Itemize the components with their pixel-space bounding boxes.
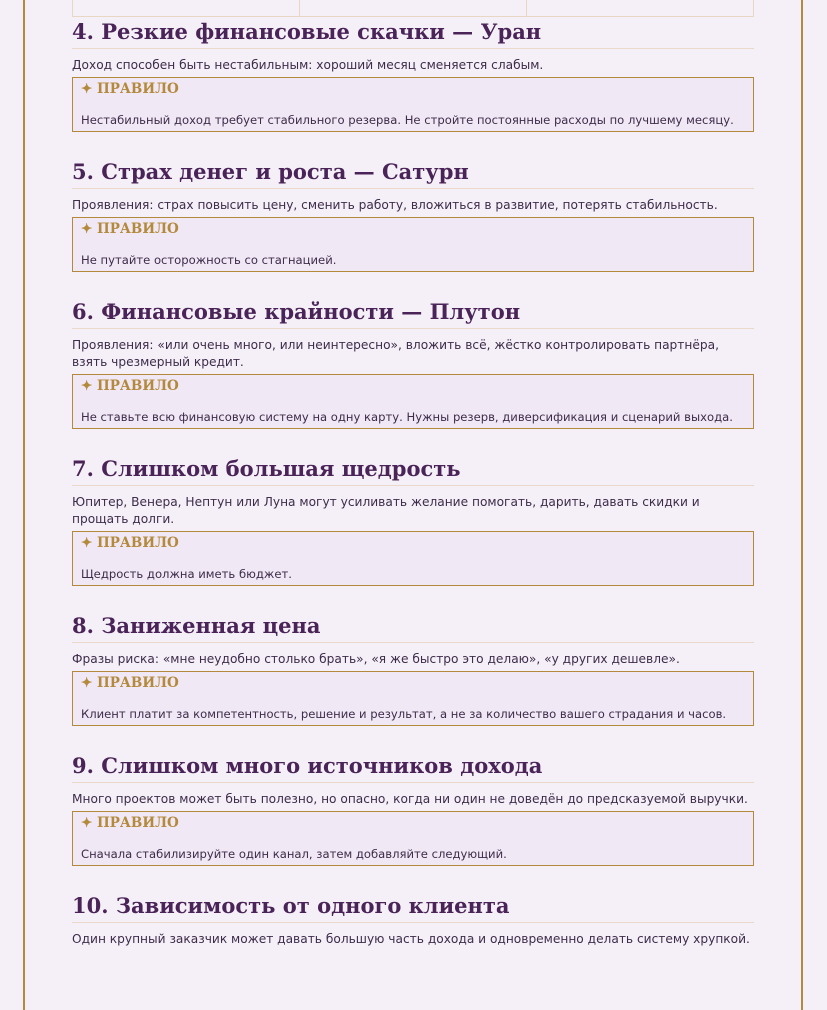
section-title: 6. Финансовые крайности — Плутон bbox=[72, 297, 754, 329]
rule-box bbox=[72, 217, 754, 272]
rule-box bbox=[72, 77, 754, 132]
section-low-price bbox=[72, 611, 754, 726]
section-description: Один крупный заказчик может давать большую часть дохода и одновременно делать систему хрупкой. bbox=[72, 932, 750, 946]
section-title: 5. Страх денег и роста — Сатурн bbox=[72, 157, 754, 189]
table-cell bbox=[300, 0, 527, 16]
table-cell bbox=[527, 0, 753, 16]
rule-text: Не путайте осторожность со стагнацией. bbox=[81, 253, 337, 267]
section-description: Проявления: страх повысить цену, сменить работу, вложиться в развитие, потерять стабильность. bbox=[72, 198, 718, 212]
rule-heading: ✦ ПРАВИЛО bbox=[81, 675, 179, 691]
section-description: Много проектов может быть полезно, но опасно, когда ни один не доведён до предсказуемой выручки. bbox=[72, 792, 748, 806]
section-title: 7. Слишком большая щедрость bbox=[72, 454, 754, 486]
rule-heading: ✦ ПРАВИЛО bbox=[81, 535, 179, 551]
rule-heading: ✦ ПРАВИЛО bbox=[81, 221, 179, 237]
document-content bbox=[72, 17, 754, 951]
rule-box bbox=[72, 811, 754, 866]
rule-heading: ✦ ПРАВИЛО bbox=[81, 815, 179, 831]
rule-text: Щедрость должна иметь бюджет. bbox=[81, 567, 292, 581]
rule-box bbox=[72, 374, 754, 429]
rule-text: Сначала стабилизируйте один канал, затем добавляйте следующий. bbox=[81, 847, 507, 861]
section-title: 9. Слишком много источников дохода bbox=[72, 751, 754, 783]
section-pluto bbox=[72, 297, 754, 429]
section-description: Доход способен быть нестабильным: хороший месяц сменяется слабым. bbox=[72, 58, 544, 72]
rule-box bbox=[72, 531, 754, 586]
section-title: 8. Заниженная цена bbox=[72, 611, 754, 643]
rule-box bbox=[72, 671, 754, 726]
section-title: 4. Резкие финансовые скачки — Уран bbox=[72, 17, 754, 49]
rule-heading: ✦ ПРАВИЛО bbox=[81, 81, 179, 97]
section-description: Проявления: «или очень много, или неинтересно», вложить всё, жёстко контролировать партнёра, взять чрезмерный кредит. bbox=[72, 338, 719, 369]
section-description: Фразы риска: «мне неудобно столько брать», «я же быстро это делаю», «у других дешевле». bbox=[72, 652, 680, 666]
section-uranus bbox=[72, 17, 754, 132]
rule-text: Клиент платит за компетентность, решение и результат, а не за количество вашего страдания и часов. bbox=[81, 707, 727, 721]
rule-text: Не ставьте всю финансовую систему на одну карту. Нужны резерв, диверсификация и сценарий выхода. bbox=[81, 410, 733, 424]
section-many-sources bbox=[72, 751, 754, 866]
section-one-client bbox=[72, 891, 754, 948]
rule-text: Нестабильный доход требует стабильного резерва. Не стройте постоянные расходы по лучшему месяцу. bbox=[81, 113, 734, 127]
section-description: Юпитер, Венера, Нептун или Луна могут усиливать желание помогать, дарить, давать скидки и прощать долги. bbox=[72, 495, 700, 526]
rule-heading: ✦ ПРАВИЛО bbox=[81, 378, 179, 394]
section-saturn bbox=[72, 157, 754, 272]
table-bottom-fragment bbox=[72, 0, 754, 17]
section-title: 10. Зависимость от одного клиента bbox=[72, 891, 754, 923]
table-cell bbox=[73, 0, 300, 16]
section-generosity bbox=[72, 454, 754, 586]
